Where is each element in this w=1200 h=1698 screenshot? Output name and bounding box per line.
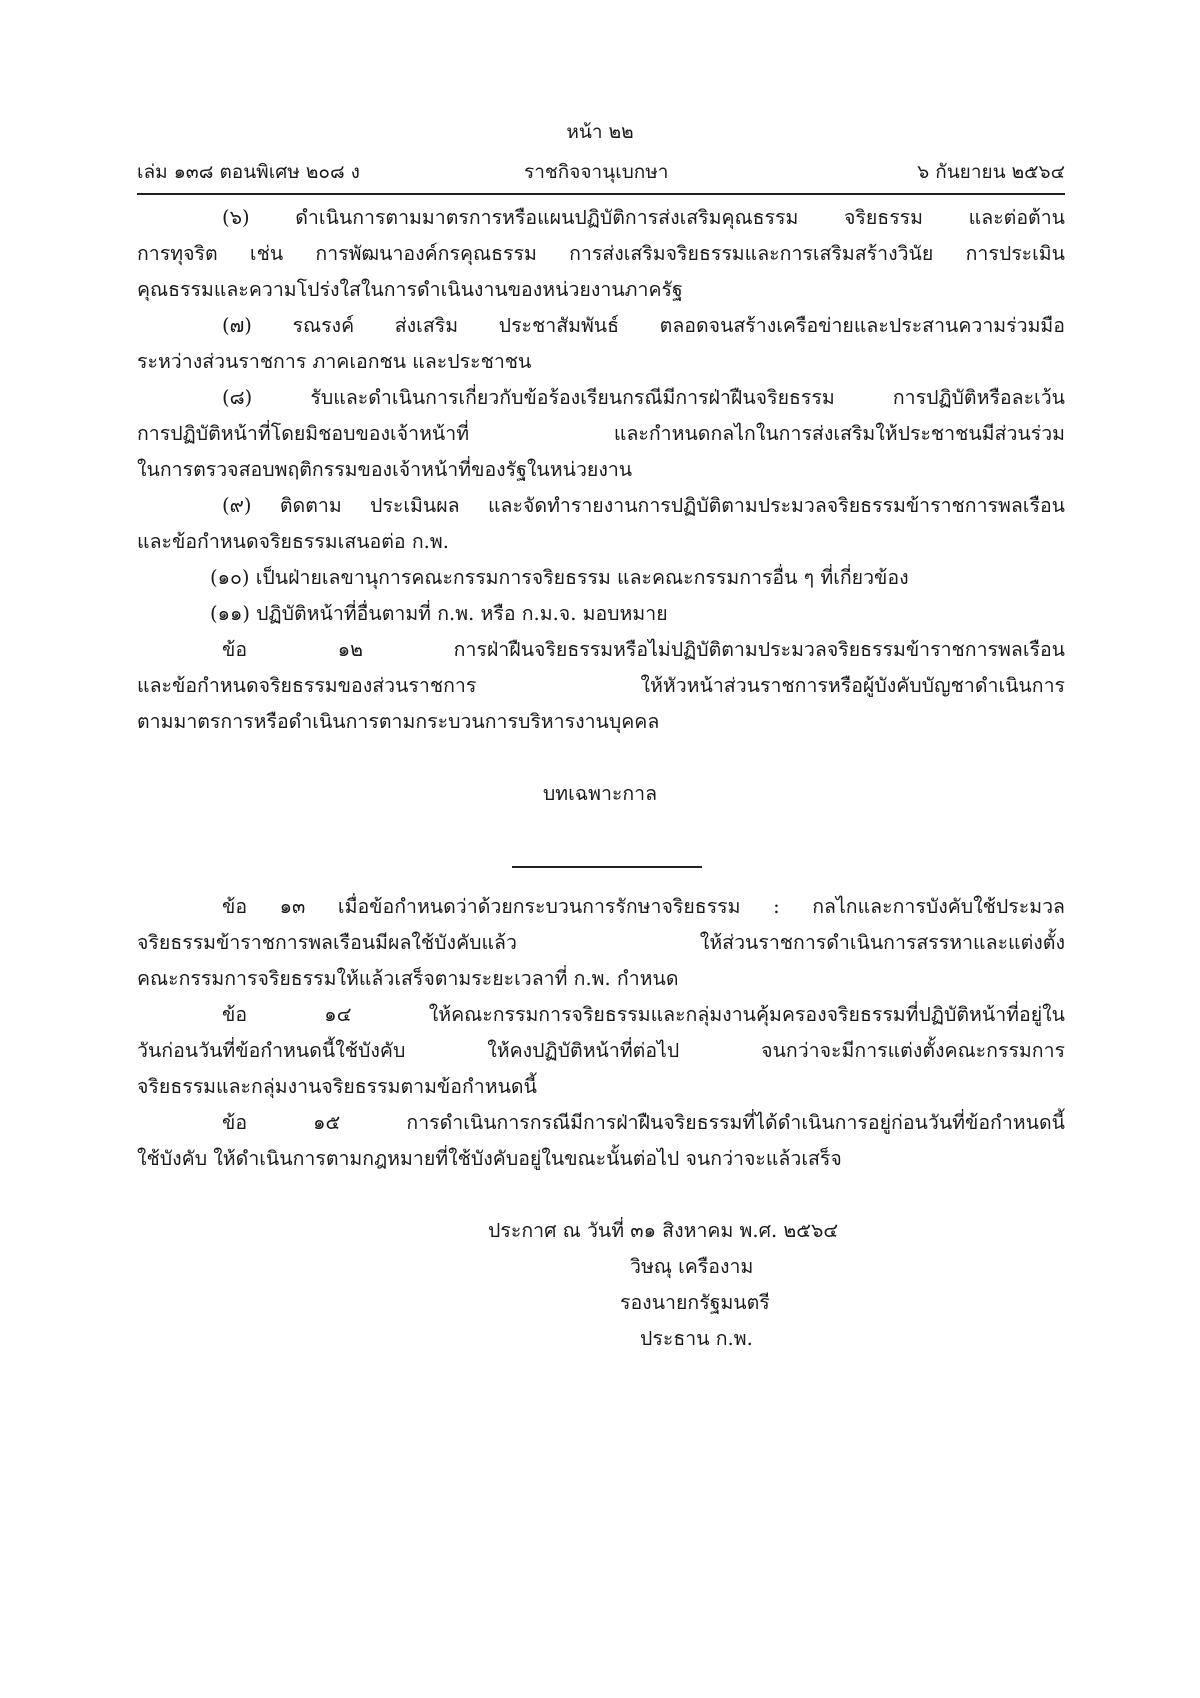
clause-14-line-2: วันก่อนวันที่ข้อกำหนดนี้ใช้บังคับ ให้คงปฏิบัติหน้าที่ต่อไป จนกว่าจะมีการแต่งตั้งคณะกรรมการ: [137, 1039, 1065, 1062]
paragraph-9-line-1: (๙) ติดตาม ประเมินผล และจัดทำรายงานการปฏิบัติตามประมวลจริยธรรมข้าราชการพลเรือน: [222, 494, 1065, 517]
paragraph-6-line-3: คุณธรรมและความโปร่งใสในการดำเนินงานของหน่วยงานภาครัฐ: [137, 278, 683, 301]
clause-15-line-2: ใช้บังคับ ให้ดำเนินการตามกฎหมายที่ใช้บังคับอยู่ในขณะนั้นต่อไป จนกว่าจะแล้วเสร็จ: [137, 1147, 842, 1170]
paragraph-10: (๑๐) เป็นฝ่ายเลขานุการคณะกรรมการจริยธรรม และคณะกรรมการอื่น ๆ ที่เกี่ยวข้อง: [210, 566, 909, 589]
paragraph-9-line-2: และข้อกำหนดจริยธรรมเสนอต่อ ก.พ.: [137, 530, 449, 553]
header-divider: [137, 193, 1065, 195]
clause-14-line-1: ข้อ ๑๔ ให้คณะกรรมการจริยธรรมและกลุ่มงานคุ้มครองจริยธรรมที่ปฏิบัติหน้าที่อยู่ใน: [222, 1003, 1065, 1026]
clause-13-line-1: ข้อ ๑๓ เมื่อข้อกำหนดว่าด้วยกระบวนการรักษาจริยธรรม : กลไกและการบังคับใช้ประมวล: [222, 895, 1065, 918]
clause-14-line-3: จริยธรรมและกลุ่มงานจริยธรรมตามข้อกำหนดนี้: [137, 1075, 537, 1098]
paragraph-6-line-2: การทุจริต เช่น การพัฒนาองค์กรคุณธรรม การส่งเสริมจริยธรรมและการเสริมสร้างวินัย การประเมิน: [137, 242, 1065, 265]
clause-13-line-3: คณะกรรมการจริยธรรมให้แล้วเสร็จตามระยะเวลาที่ ก.พ. กำหนด: [137, 967, 679, 990]
page-number: หน้า ๒๒: [566, 121, 634, 143]
paragraph-6-line-1: (๖) ดำเนินการตามมาตรการหรือแผนปฏิบัติการส่งเสริมคุณธรรม จริยธรรม และต่อต้าน: [222, 206, 1065, 229]
gazette-name: ราชกิจจานุเบกษา: [524, 161, 669, 183]
paragraph-7-line-2: ระหว่างส่วนราชการ ภาคเอกชน และประชาชน: [137, 350, 532, 373]
clause-12-line-3: ตามมาตรการหรือดำเนินการตามกระบวนการบริหารงานบุคคล: [137, 710, 660, 733]
signatory-position: รองนายกรัฐมนตรี: [620, 1291, 770, 1314]
section-title: บทเฉพาะกาล: [542, 782, 658, 805]
publish-date: ๖ กันยายน ๒๕๖๔: [917, 161, 1065, 183]
announcement-date: ประกาศ ณ วันที่ ๓๑ สิงหาคม พ.ศ. ๒๕๖๔: [488, 1219, 839, 1242]
signatory-role: ประธาน ก.พ.: [640, 1327, 753, 1350]
gazette-header: [137, 157, 1065, 187]
paragraph-11: (๑๑) ปฏิบัติหน้าที่อื่นตามที่ ก.พ. หรือ ก.ม.จ. มอบหมาย: [210, 602, 668, 625]
paragraph-8-line-2: การปฏิบัติหน้าที่โดยมิชอบของเจ้าหน้าที่ และกำหนดกลไกในการส่งเสริมให้ประชาชนมีส่วนร่วม: [137, 422, 1065, 445]
clause-12-line-2: และข้อกำหนดจริยธรรมของส่วนราชการ ให้หัวหน้าส่วนราชการหรือผู้บังคับบัญชาดำเนินการ: [137, 674, 1065, 697]
paragraph-8-line-3: ในการตรวจสอบพฤติกรรมของเจ้าหน้าที่ของรัฐในหน่วยงาน: [137, 458, 633, 481]
section-divider: [512, 866, 702, 868]
volume-info: เล่ม ๑๓๘ ตอนพิเศษ ๒๐๘ ง: [137, 161, 360, 183]
paragraph-8-line-1: (๘) รับและดำเนินการเกี่ยวกับข้อร้องเรียนกรณีมีการฝ่าฝืนจริยธรรม การปฏิบัติหรือละเว้น: [222, 386, 1065, 409]
signatory-name: วิษณุ เครืองาม: [630, 1255, 754, 1278]
paragraph-7-line-1: (๗) รณรงค์ ส่งเสริม ประชาสัมพันธ์ ตลอดจนสร้างเครือข่ายและประสานความร่วมมือ: [222, 314, 1065, 337]
clause-12-line-1: ข้อ ๑๒ การฝ่าฝืนจริยธรรมหรือไม่ปฏิบัติตามประมวลจริยธรรมข้าราชการพลเรือน: [222, 638, 1065, 661]
clause-13-line-2: จริยธรรมข้าราชการพลเรือนมีผลใช้บังคับแล้ว ให้ส่วนราชการดำเนินการสรรหาและแต่งตั้ง: [137, 931, 1065, 954]
clause-15-line-1: ข้อ ๑๕ การดำเนินการกรณีมีการฝ่าฝืนจริยธรรมที่ได้ดำเนินการอยู่ก่อนวันที่ข้อกำหนดนี้: [222, 1111, 1065, 1134]
